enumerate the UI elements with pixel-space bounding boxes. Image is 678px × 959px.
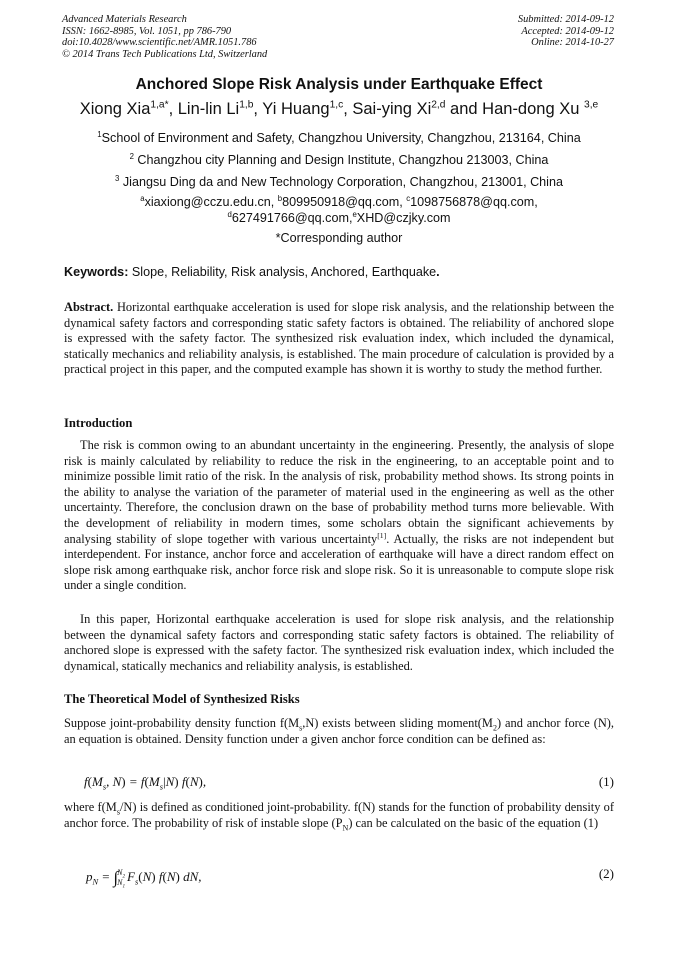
equation-1: [64, 774, 614, 796]
copyright: © 2014 Trans Tech Publications Ltd, Switzerland: [62, 48, 268, 60]
equation-2-formula: $p_N$ = ∫ $N_2$ $N_1$ $F_s(N)$ f(N) dN,: [86, 868, 202, 890]
equation-2: [64, 866, 614, 888]
author: Yi Huang$^{1,c}$: [262, 99, 344, 118]
introduction-paragraph: The risk is common owing to an abundant uncertainty in the engineering. Presently, the analysis of slope risk is mainly calculated by reliability to reduce the risk in the engineering, to an acceptable point and to minimize possible limit ratio of the risk. In the analysis of risk, probability method shows. Its strong points in the ability to analyse the variation of the parameter of material used in the engineering as well as the other uncertainty. Therefore, the conclusion drawn on the base of probability method turns more believable. With the development of reliability in modern times, some scholars obtain the significant achievements by analysing stability of slope together with various uncertainty[1]. Actually, the risks are not independent but interdependent. For instance, anchor force and acceleration of earthquake will have a direct random effect on slope risk among earthquake risk, anchor force risk and slope risk. So it is unreasonable to compute slope risk under a single condition.: [64, 438, 614, 593]
email-link[interactable]: 1098756878@qq.com,: [410, 195, 538, 209]
email-link[interactable]: 809950918@qq.com,: [282, 195, 407, 209]
author: Lin-lin Li$^{1,b}$: [177, 99, 254, 118]
section-heading-model: The Theoretical Model of Synthesized Risks: [64, 692, 300, 706]
abstract: Abstract. Horizontal earthquake acceleration is used for slope risk analysis, and the relationship between the dynamical safety factors and corresponding static safety factors is obtained. The reliability of anchored slope is expressed with the safety factor. The synthesized risk evaluation index, which included the dynamical, statically mechanics and reliability analysis, is established. The main procedure of calculation is provided by a practical project in this paper, and the computed example has shown it is worthy to study the method further.: [64, 300, 614, 377]
introduction-paragraph: In this paper, Horizontal earthquake acceleration is used for slope risk analysis, and the relationship between the dynamical safety factors and corresponding static safety factors is obtained. The reliability of anchored slope is expressed with the safety factor. The synthesized risk evaluation index, which included the dynamical, statically mechanics and reliability analysis, is established.: [64, 612, 614, 673]
online-date: Online: 2014-10-27: [531, 37, 614, 49]
model-paragraph: Suppose joint-probability density function $f(M_s,N)$ exists between sliding $moment(M_2)$ and anchor force (N), an equation is obtained. Density function under a given anchor force condition can be defined as:: [64, 716, 614, 746]
issn: ISSN: 1662-8985, Vol. 1051, pp 786-790: [62, 25, 232, 37]
section-heading-introduction: Introduction: [64, 416, 133, 430]
journal-name: Advanced Materials Research: [62, 14, 187, 25]
affiliation: $^1$School of Environment and Safety, Changzhou University, Changzhou, 213164, China: [97, 129, 581, 145]
accepted-date: Accepted: 2014-09-12: [521, 25, 614, 37]
equation-number: (2): [598, 866, 614, 881]
author: Han-dong Xu $^{3,e}$: [482, 99, 599, 118]
model-paragraph: where $f(M_s/N)$ is defined as conditioned joint-probability. f(N) stands for the function of probability density of anchor force. The probability of risk of instable slope $(P_N)$ can be calculated on the basic of the equation (1): [64, 800, 614, 833]
author-list: Xiong Xia$^{1,a*}$, Lin-lin Li$^{1,b}$, Yi Huang$^{1,c}$, Sai-ying Xi$^{2,d}$ and Han-dong Xu $^{3,e}$: [79, 99, 599, 118]
email-list: $^d$627491766@qq.com,$^e$XHD@czjky.com: [227, 209, 451, 225]
email-link[interactable]: XHD@czjky.com: [356, 211, 451, 225]
affiliation: $^3$ Jiangsu Ding da and New Technology Corporation, Changzhou, 213001, China: [115, 173, 563, 189]
affiliation: $^2$ Changzhou city Planning and Design Institute, Changzhou 213003, China: [129, 151, 549, 167]
corresponding-author-note: *Corresponding author: [275, 231, 403, 245]
author: Xiong Xia$^{1,a*}$: [79, 99, 169, 118]
citation[interactable]: [1]: [377, 530, 387, 540]
email-list: $^a$xiaxiong@cczu.edu.cn, $^b$809950918@qq.com, $^c$1098756878@qq.com,: [140, 193, 538, 209]
author: Sai-ying Xi$^{2,d}$: [352, 99, 446, 118]
publication-info: [62, 14, 267, 60]
keywords: Keywords: Slope, Reliability, Risk analysis, Anchored, Earthquake.: [64, 265, 440, 279]
equation-1-formula: $f(M_s$, $N) = f(M_s|N)$ f(N),: [84, 774, 207, 792]
submitted-date: Submitted: 2014-09-12: [517, 14, 614, 25]
equation-number: (1): [598, 774, 614, 789]
doi: doi:10.4028/www.scientific.net/AMR.1051.786: [62, 37, 257, 49]
paper-title: Anchored Slope Risk Analysis under Earthquake Effect: [135, 76, 543, 93]
submission-dates: [518, 14, 614, 49]
email-link[interactable]: 627491766@qq.com,: [231, 211, 353, 225]
email-link[interactable]: xiaxiong@cczu.edu.cn,: [144, 195, 278, 209]
